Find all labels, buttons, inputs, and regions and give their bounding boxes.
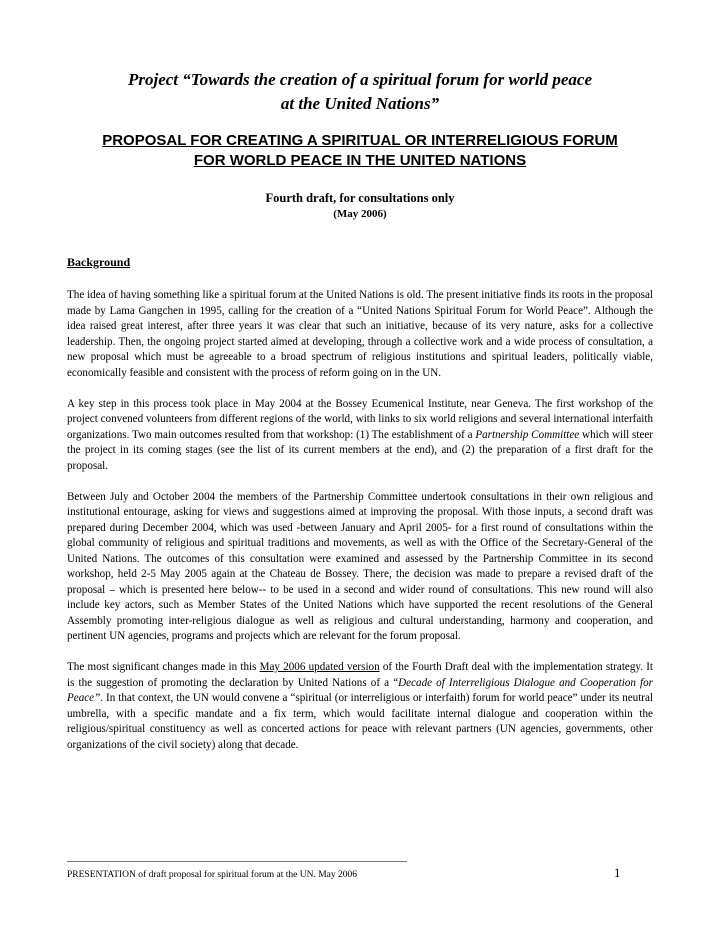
paragraph-2-text-b: which will steer the project in its coming stages (see the list of its current members at the end), and (2) the preparation of a first draft for the proposal. bbox=[67, 428, 653, 472]
draft-label: Fourth draft, for consultations only bbox=[265, 191, 455, 205]
paragraph-2-text-a: A key step in this process took place in May 2004 at the Bossey Ecumenical Institute, near Geneva. The first workshop of the project convened volunteers from different regions of the world, with links to six world religions and several international interfaith organizations. Two main outcomes resulted from that workshop: (1) The establishment of a bbox=[67, 397, 653, 441]
title-line-2: at the United Nations” bbox=[280, 94, 440, 113]
paragraph-4-text-b: of the Fourth Draft deal with the implementation strategy. It is the suggestion of promoting the declaration by United Nations of a “ bbox=[67, 661, 653, 689]
heading-line-2: FOR WORLD PEACE IN THE UNITED NATIONS bbox=[193, 152, 527, 169]
document-title bbox=[60, 68, 660, 116]
paragraph-3: Between July and October 2004 the members of the Partnership Committee undertook consultations in their own religious and institutional entourage, asking for views and suggestions aimed at improving the proposal. With those inputs, a second draft was prepared during December 2004, which was used -between January and April 2005- for a first round of consultations within the global community of religious and spiritual traditions and movements, as well as with the Office of the Secretary-General of the United Nations. The outcomes of this consultation were examined and assessed by the Partnership Committee in its second workshop, held 2-5 May 2005 again at the Chateau de Bossey. There, the decision was made to prepare a revised draft of the proposal – which is presented here below-- to be used in a second and wider round of consultations. This new round will also include key actors, such as Member States of the United Nations which have supported the recent resolutions of the General Assembly promoting inter-religious dialogue as well as religious and cultural understanding, harmony and cooperation, and pertinent UN agencies, programs and projects which are relevant for the forum proposal. bbox=[67, 490, 653, 642]
paragraph-4 bbox=[67, 660, 653, 753]
paragraph-4-text-a: The most significant changes made in this bbox=[67, 661, 260, 673]
draft-date: (May 2006) bbox=[333, 208, 387, 220]
proposal-heading bbox=[60, 131, 660, 171]
footer-divider bbox=[67, 861, 407, 862]
partnership-committee-term: Partnership Committee bbox=[475, 428, 580, 441]
paragraph-1: The idea of having something like a spiritual forum at the United Nations is old. The present initiative finds its roots in the proposal made by Lama Gangchen in 1995, calling for the creation of a “United Nations Spiritual Forum for World Peace”. Although the idea raised great interest, after three years it was clear that such an initiative, because of its very nature, asks for a collective leadership. Then, the ongoing project started aimed at developing, through a collective work and a wide process of consultation, a new proposal which must be agreeable to a broad spectrum of religious institutions and spiritual leaders, politically viable, economically feasible and consistent with the process of reform going on in the UN. bbox=[67, 289, 653, 379]
decade-title-italic: Decade of Interreligious Dialogue and Cooperation for Peace” bbox=[67, 676, 653, 704]
paragraph-2 bbox=[67, 397, 653, 475]
title-line-1: Project “Towards the creation of a spiritual forum for world peace bbox=[127, 70, 593, 89]
updated-version-underlined: May 2006 updated version bbox=[259, 661, 380, 673]
body-text bbox=[67, 288, 653, 769]
heading-line-1: PROPOSAL FOR CREATING A SPIRITUAL OR INTERRELIGIOUS FORUM bbox=[102, 132, 618, 149]
section-heading-background: Background bbox=[67, 255, 131, 269]
paragraph-4-text-c: . In that context, the UN would convene a “spiritual (or interreligious or interfaith) forum for world peace” under its neutral umbrella, with a specific mandate and a fix term, which would facilitate internal dialogue and cooperation within the religious/spiritual constituency as well as concerted actions for peace with relevant partners (UN agencies, governments, other organizations of the civil society) along that decade. bbox=[67, 692, 653, 751]
page-number: 1 bbox=[614, 865, 621, 880]
footer-text: PRESENTATION of draft proposal for spiritual forum at the UN. May 2006 bbox=[67, 870, 357, 880]
